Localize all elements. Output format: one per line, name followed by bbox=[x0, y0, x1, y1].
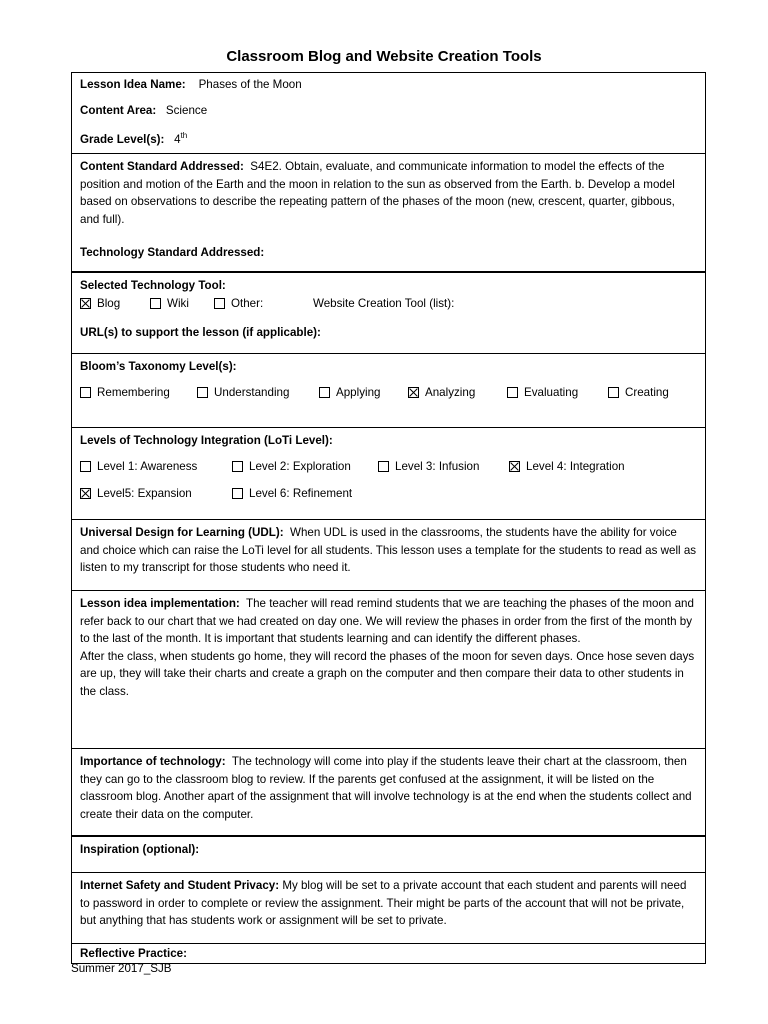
checkbox-checked-icon[interactable] bbox=[80, 488, 91, 499]
implementation-text-2: After the class, when students go home, they will record the phases of the moon for seven days. Once hose seven days are up, they will take their charts and create a graph on the computer and then compare their data to other students in the class. bbox=[80, 649, 695, 698]
lesson-name-value: Phases of the Moon bbox=[198, 78, 302, 91]
blooms-option-label: Understanding bbox=[214, 385, 290, 399]
lesson-info-section bbox=[72, 73, 705, 153]
loti-option-level6[interactable] bbox=[232, 485, 352, 503]
blooms-options bbox=[80, 384, 697, 402]
footer-text: Summer 2017_SJB bbox=[71, 962, 172, 975]
loti-option-level4[interactable] bbox=[509, 458, 625, 476]
tool-option-other[interactable] bbox=[214, 295, 313, 313]
checkbox-empty-icon[interactable] bbox=[608, 387, 619, 398]
loti-option-level2[interactable] bbox=[232, 458, 378, 476]
tool-option-label: Wiki bbox=[167, 296, 189, 310]
blooms-taxonomy-label: Bloom’s Taxonomy Level(s): bbox=[80, 360, 237, 373]
content-area-line bbox=[80, 102, 697, 120]
blooms-option-understanding[interactable] bbox=[197, 384, 319, 402]
loti-option-label: Level 3: Infusion bbox=[395, 459, 480, 473]
blooms-option-label: Evaluating bbox=[524, 385, 579, 399]
loti-option-label: Level 6: Refinement bbox=[249, 487, 353, 500]
blooms-taxonomy-section bbox=[72, 353, 705, 427]
blooms-option-label: Applying bbox=[336, 385, 381, 399]
checkbox-checked-icon[interactable] bbox=[509, 461, 520, 472]
checkbox-empty-icon[interactable] bbox=[232, 461, 243, 472]
importance-content bbox=[80, 753, 697, 823]
blooms-option-applying[interactable] bbox=[319, 384, 408, 402]
blooms-option-creating[interactable] bbox=[608, 384, 669, 402]
loti-option-label: Level 4: Integration bbox=[526, 459, 625, 473]
loti-option-level1[interactable] bbox=[80, 458, 232, 476]
udl-content bbox=[80, 524, 697, 577]
loti-option-label: Level 1: Awareness bbox=[97, 459, 198, 473]
reflective-section bbox=[72, 943, 705, 963]
technology-tool-section bbox=[72, 271, 705, 353]
blooms-option-remembering[interactable] bbox=[80, 384, 197, 402]
website-creation-tool-label: Website Creation Tool (list): bbox=[313, 296, 455, 310]
loti-options-row2 bbox=[80, 485, 697, 503]
blooms-option-label: Remembering bbox=[97, 385, 170, 399]
content-standard-label: Content Standard Addressed: bbox=[80, 160, 244, 173]
inspiration-label: Inspiration (optional): bbox=[80, 843, 200, 856]
tool-option-blog[interactable] bbox=[80, 295, 150, 313]
implementation-paragraph-1 bbox=[80, 595, 697, 648]
lesson-name-line bbox=[80, 76, 697, 94]
content-area-value: Science bbox=[165, 103, 208, 117]
grade-level-suffix: th bbox=[180, 131, 188, 140]
loti-option-level3[interactable] bbox=[378, 458, 509, 476]
udl-section bbox=[72, 519, 705, 590]
url-support-label: URL(s) to support the lesson (if applicable): bbox=[80, 326, 321, 339]
loti-section bbox=[72, 427, 705, 519]
safety-text: My blog will be set to a private account that each student and parents will need to password in order to complete or review the assignment. Their might be parts of the account that will not be private, but anything that has students work or assignment will be set to private. bbox=[80, 879, 687, 927]
checkbox-empty-icon[interactable] bbox=[214, 298, 225, 309]
technology-tool-label: Selected Technology Tool: bbox=[80, 279, 226, 292]
importance-section bbox=[72, 748, 705, 835]
checkbox-empty-icon[interactable] bbox=[378, 461, 389, 472]
checkbox-empty-icon[interactable] bbox=[150, 298, 161, 309]
udl-text: When UDL is used in the classrooms, the students have the ability for voice and choice which can raise the LoTi level for all students. This lesson uses a template for the students to read as well as listen to my transcript for those students who need it. bbox=[80, 526, 697, 574]
checkbox-empty-icon[interactable] bbox=[232, 488, 243, 499]
grade-level-line bbox=[80, 127, 697, 148]
standards-section bbox=[72, 153, 705, 271]
content-standard-text: S4E2. Obtain, evaluate, and communicate information to model the effects of the position and motion of the Earth and the moon in relation to the sun as observed from the Earth. b. Develop a model based on observations to describe the repeating pattern of the phases of the moon (new, crescent, quarter, gibbous, and full). bbox=[80, 160, 675, 226]
implementation-label: Lesson idea implementation: bbox=[80, 597, 240, 610]
loti-options-row1 bbox=[80, 458, 697, 476]
grade-level-label: Grade Level(s): bbox=[80, 132, 165, 146]
udl-label: Universal Design for Learning (UDL): bbox=[80, 526, 284, 539]
safety-label: Internet Safety and Student Privacy: bbox=[80, 879, 280, 892]
checkbox-checked-icon[interactable] bbox=[408, 387, 419, 398]
reflective-label: Reflective Practice: bbox=[80, 947, 187, 960]
importance-text: The technology will come into play if the students leave their chart at the classroom, then they can go to the classroom blog to review. If the parents get confused at the assignment, it will be listed on the classroom blog. Another apart of the assignment that will involve technology is at the end when the students collect and create their data on the computer. bbox=[80, 755, 692, 821]
technology-tool-options bbox=[80, 295, 697, 313]
safety-section bbox=[72, 872, 705, 943]
loti-option-level5[interactable] bbox=[80, 485, 232, 503]
tool-option-label: Other: bbox=[231, 296, 264, 310]
blooms-option-evaluating[interactable] bbox=[507, 384, 608, 402]
lesson-name-label: Lesson Idea Name: bbox=[80, 78, 186, 91]
checkbox-empty-icon[interactable] bbox=[80, 387, 91, 398]
checkbox-empty-icon[interactable] bbox=[197, 387, 208, 398]
checkbox-empty-icon[interactable] bbox=[507, 387, 518, 398]
content-area-label: Content Area: bbox=[80, 103, 157, 117]
inspiration-section bbox=[72, 835, 705, 872]
blooms-option-label: Analyzing bbox=[425, 385, 476, 399]
checkbox-checked-icon[interactable] bbox=[80, 298, 91, 309]
loti-option-label: Level5: Expansion bbox=[97, 487, 192, 500]
implementation-section bbox=[72, 590, 705, 748]
importance-label: Importance of technology: bbox=[80, 755, 226, 768]
loti-option-label: Level 2: Exploration bbox=[249, 459, 351, 473]
blooms-option-label: Creating bbox=[625, 385, 669, 399]
loti-label: Levels of Technology Integration (LoTi Level): bbox=[80, 434, 333, 447]
technology-standard-label: Technology Standard Addressed: bbox=[80, 246, 265, 259]
safety-content bbox=[80, 877, 697, 930]
checkbox-empty-icon[interactable] bbox=[319, 387, 330, 398]
tool-option-label: Blog bbox=[97, 296, 121, 310]
checkbox-empty-icon[interactable] bbox=[80, 461, 91, 472]
document-title: Classroom Blog and Website Creation Tools bbox=[226, 48, 542, 65]
implementation-text-1: The teacher will read remind students that we are teaching the phases of the moon and refer back to our chart that we had created on day one. We will review the phases in order from the first of the month by to the last of the month. It is important that students learning and can identify the different phases. bbox=[80, 597, 694, 645]
grade-level-value: 4 bbox=[174, 132, 181, 146]
tool-option-wiki[interactable] bbox=[150, 295, 214, 313]
blooms-option-analyzing[interactable] bbox=[408, 384, 507, 402]
content-standard bbox=[80, 158, 697, 228]
lesson-plan-table bbox=[71, 72, 706, 964]
